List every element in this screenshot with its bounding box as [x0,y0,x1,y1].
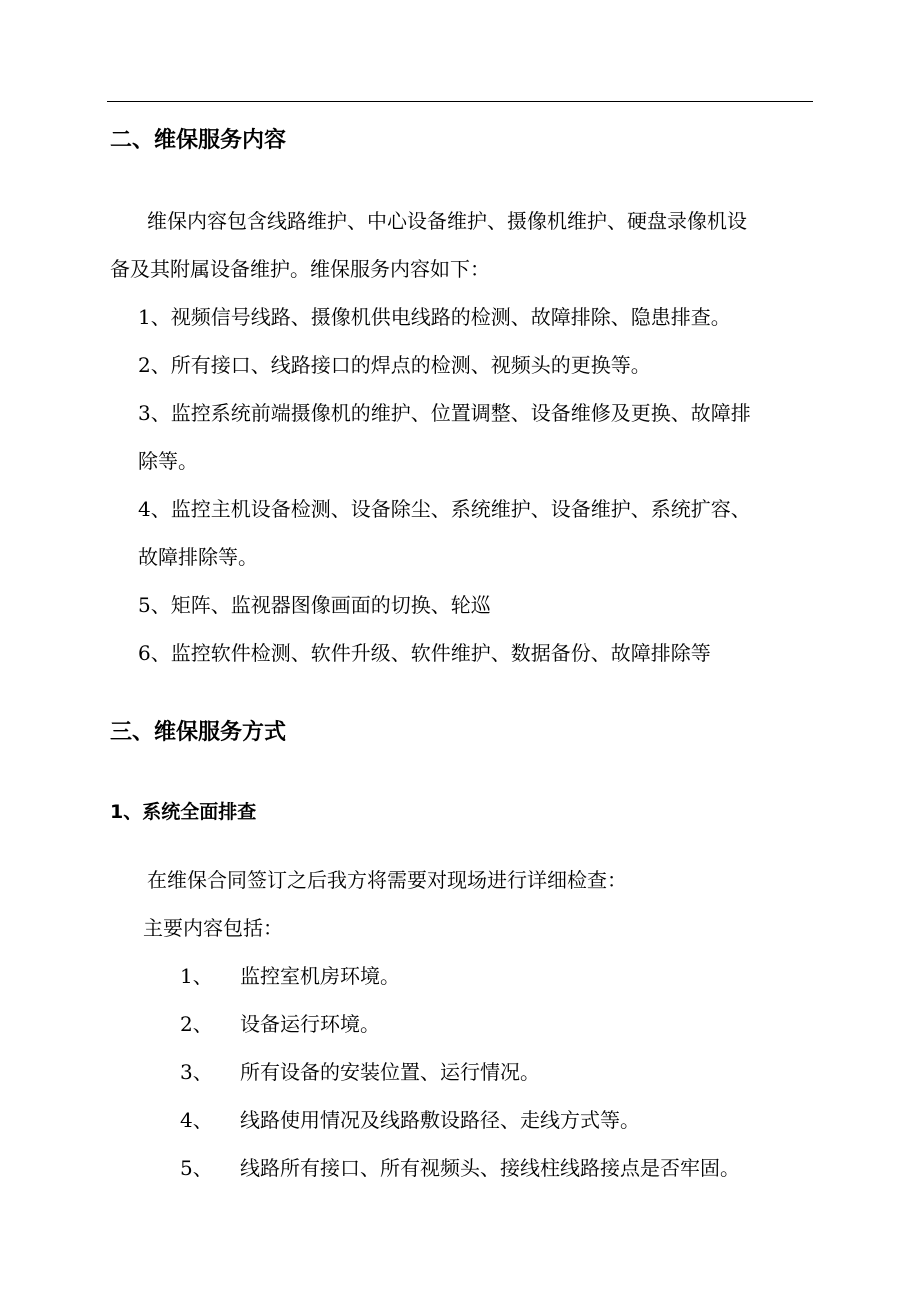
service-item-1: 1、视频信号线路、摄像机供电线路的检测、故障排除、隐患排查。 [138,305,731,329]
inspection-lead: 主要内容包括： [143,916,283,940]
section-2-heading: 二、维保服务内容 [110,128,287,153]
inspection-item-text: 线路所有接口、所有视频头、接线柱线路接点是否牢固。 [240,1156,740,1180]
service-item-6: 6、监控软件检测、软件升级、软件维护、数据备份、故障排除等 [138,641,711,665]
service-item-3-cont: 除等。 [138,449,198,473]
inspection-item-number: 4、 [180,1108,213,1132]
inspection-item-text: 设备运行环境。 [240,1012,380,1036]
service-item-3: 3、监控系统前端摄像机的维护、位置调整、设备维修及更换、故障排 [138,401,751,425]
inspection-item-text: 线路使用情况及线路敷设路径、走线方式等。 [240,1108,640,1132]
service-item-5: 5、矩阵、监视器图像画面的切换、轮巡 [138,593,491,617]
section-2-intro-line-1: 维保内容包含线路维护、中心设备维护、摄像机维护、硬盘录像机设 [147,209,747,233]
service-item-4-cont: 故障排除等。 [138,545,258,569]
subsection-1-heading: 1、系统全面排查 [110,801,257,823]
inspection-intro: 在维保合同签订之后我方将需要对现场进行详细检查： [147,868,627,892]
inspection-item-text: 所有设备的安装位置、运行情况。 [240,1060,540,1084]
inspection-item-number: 3、 [180,1060,213,1084]
header-rule [107,101,813,102]
inspection-item-number: 2、 [180,1012,213,1036]
inspection-item-text: 监控室机房环境。 [240,964,400,988]
service-item-2: 2、所有接口、线路接口的焊点的检测、视频头的更换等。 [138,353,651,377]
service-item-4: 4、监控主机设备检测、设备除尘、系统维护、设备维护、系统扩容、 [138,497,751,521]
inspection-item-number: 5、 [180,1156,213,1180]
section-3-heading: 三、维保服务方式 [110,720,287,745]
inspection-item-number: 1、 [180,964,213,988]
section-2-intro-line-2: 备及其附属设备维护。维保服务内容如下： [110,257,490,281]
